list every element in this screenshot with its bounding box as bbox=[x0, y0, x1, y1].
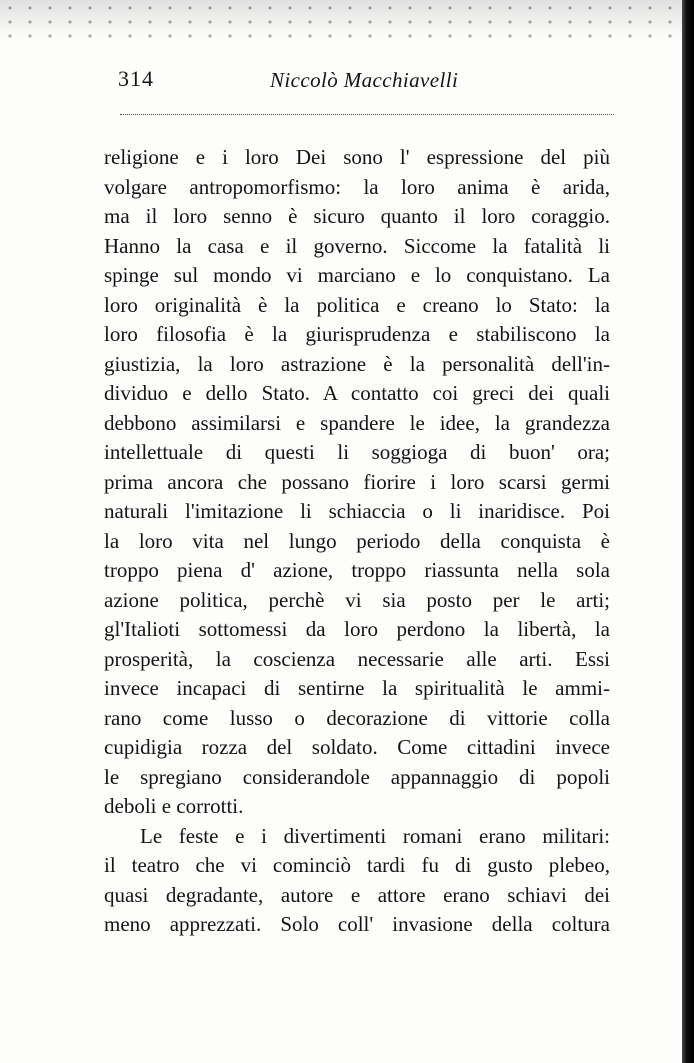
text-line: cupidigia rozza del soldato. Come cittadini invece bbox=[104, 735, 610, 759]
text-line: prima ancora che possano fiorire i loro scarsi germi bbox=[104, 469, 610, 494]
body-text bbox=[104, 143, 610, 940]
text-line: la loro vita nel lungo periodo della conquista è bbox=[104, 528, 610, 553]
scan-noise bbox=[0, 0, 694, 40]
text-line: quasi degradante, autore e attore erano schiavi dei bbox=[104, 882, 610, 907]
header-rule bbox=[120, 114, 614, 115]
text-line: azione politica, perchè vi sia posto per le arti; bbox=[104, 587, 610, 612]
text-line: rano come lusso o decorazione di vittorie colla bbox=[104, 705, 610, 730]
page-header bbox=[118, 66, 614, 100]
text-line: debbono assimilarsi e spandere le idee, la grandezza bbox=[104, 410, 610, 435]
text-line: loro filosofia è la giurisprudenza e stabiliscono la bbox=[104, 322, 610, 346]
text-line: naturali l'imitazione li schiaccia o li inaridisce. Poi bbox=[104, 499, 610, 523]
text-line: le spregiano considerandole appannaggio di popoli bbox=[104, 764, 610, 789]
text-line-paragraph-start: Le feste e i divertimenti romani erano militari: bbox=[140, 823, 610, 848]
text-line: gl'Italioti sottomessi da loro perdono la libertà, la bbox=[104, 617, 610, 641]
text-line: giustizia, la loro astrazione è la personalità dell'in- bbox=[104, 351, 610, 376]
page-binding-edge bbox=[682, 0, 694, 1063]
text-line: Hanno la casa e il governo. Siccome la fatalità li bbox=[104, 233, 610, 258]
text-line: invece incapaci di sentirne la spiritualità le ammi- bbox=[104, 676, 610, 700]
text-line: troppo piena d' azione, troppo riassunta nella sola bbox=[104, 558, 610, 582]
text-line-paragraph-end: deboli e corrotti. bbox=[104, 794, 244, 818]
running-head: Niccolò Macchiavelli bbox=[270, 68, 459, 92]
text-line: intellettuale di questi li soggioga di buon' ora; bbox=[104, 440, 610, 464]
text-line: volgare antropomorfismo: la loro anima è arida, bbox=[104, 174, 610, 199]
text-line: spinge sul mondo vi marciano e lo conquistano. La bbox=[104, 263, 610, 287]
text-line: loro originalità è la politica e creano lo Stato: la bbox=[104, 292, 610, 317]
text-line: il teatro che vi cominciò tardi fu di gusto plebeo, bbox=[104, 853, 610, 877]
text-line: religione e i loro Dei sono l' espressione del più bbox=[104, 145, 610, 169]
page-number: 314 bbox=[118, 66, 154, 91]
text-line: ma il loro senno è sicuro quanto il loro coraggio. bbox=[104, 204, 610, 228]
text-line: dividuo e dello Stato. A contatto coi greci dei quali bbox=[104, 381, 610, 405]
text-line: meno apprezzati. Solo coll' invasione della coltura bbox=[104, 912, 610, 936]
text-line: prosperità, la coscienza necessarie alle arti. Essi bbox=[104, 646, 610, 671]
